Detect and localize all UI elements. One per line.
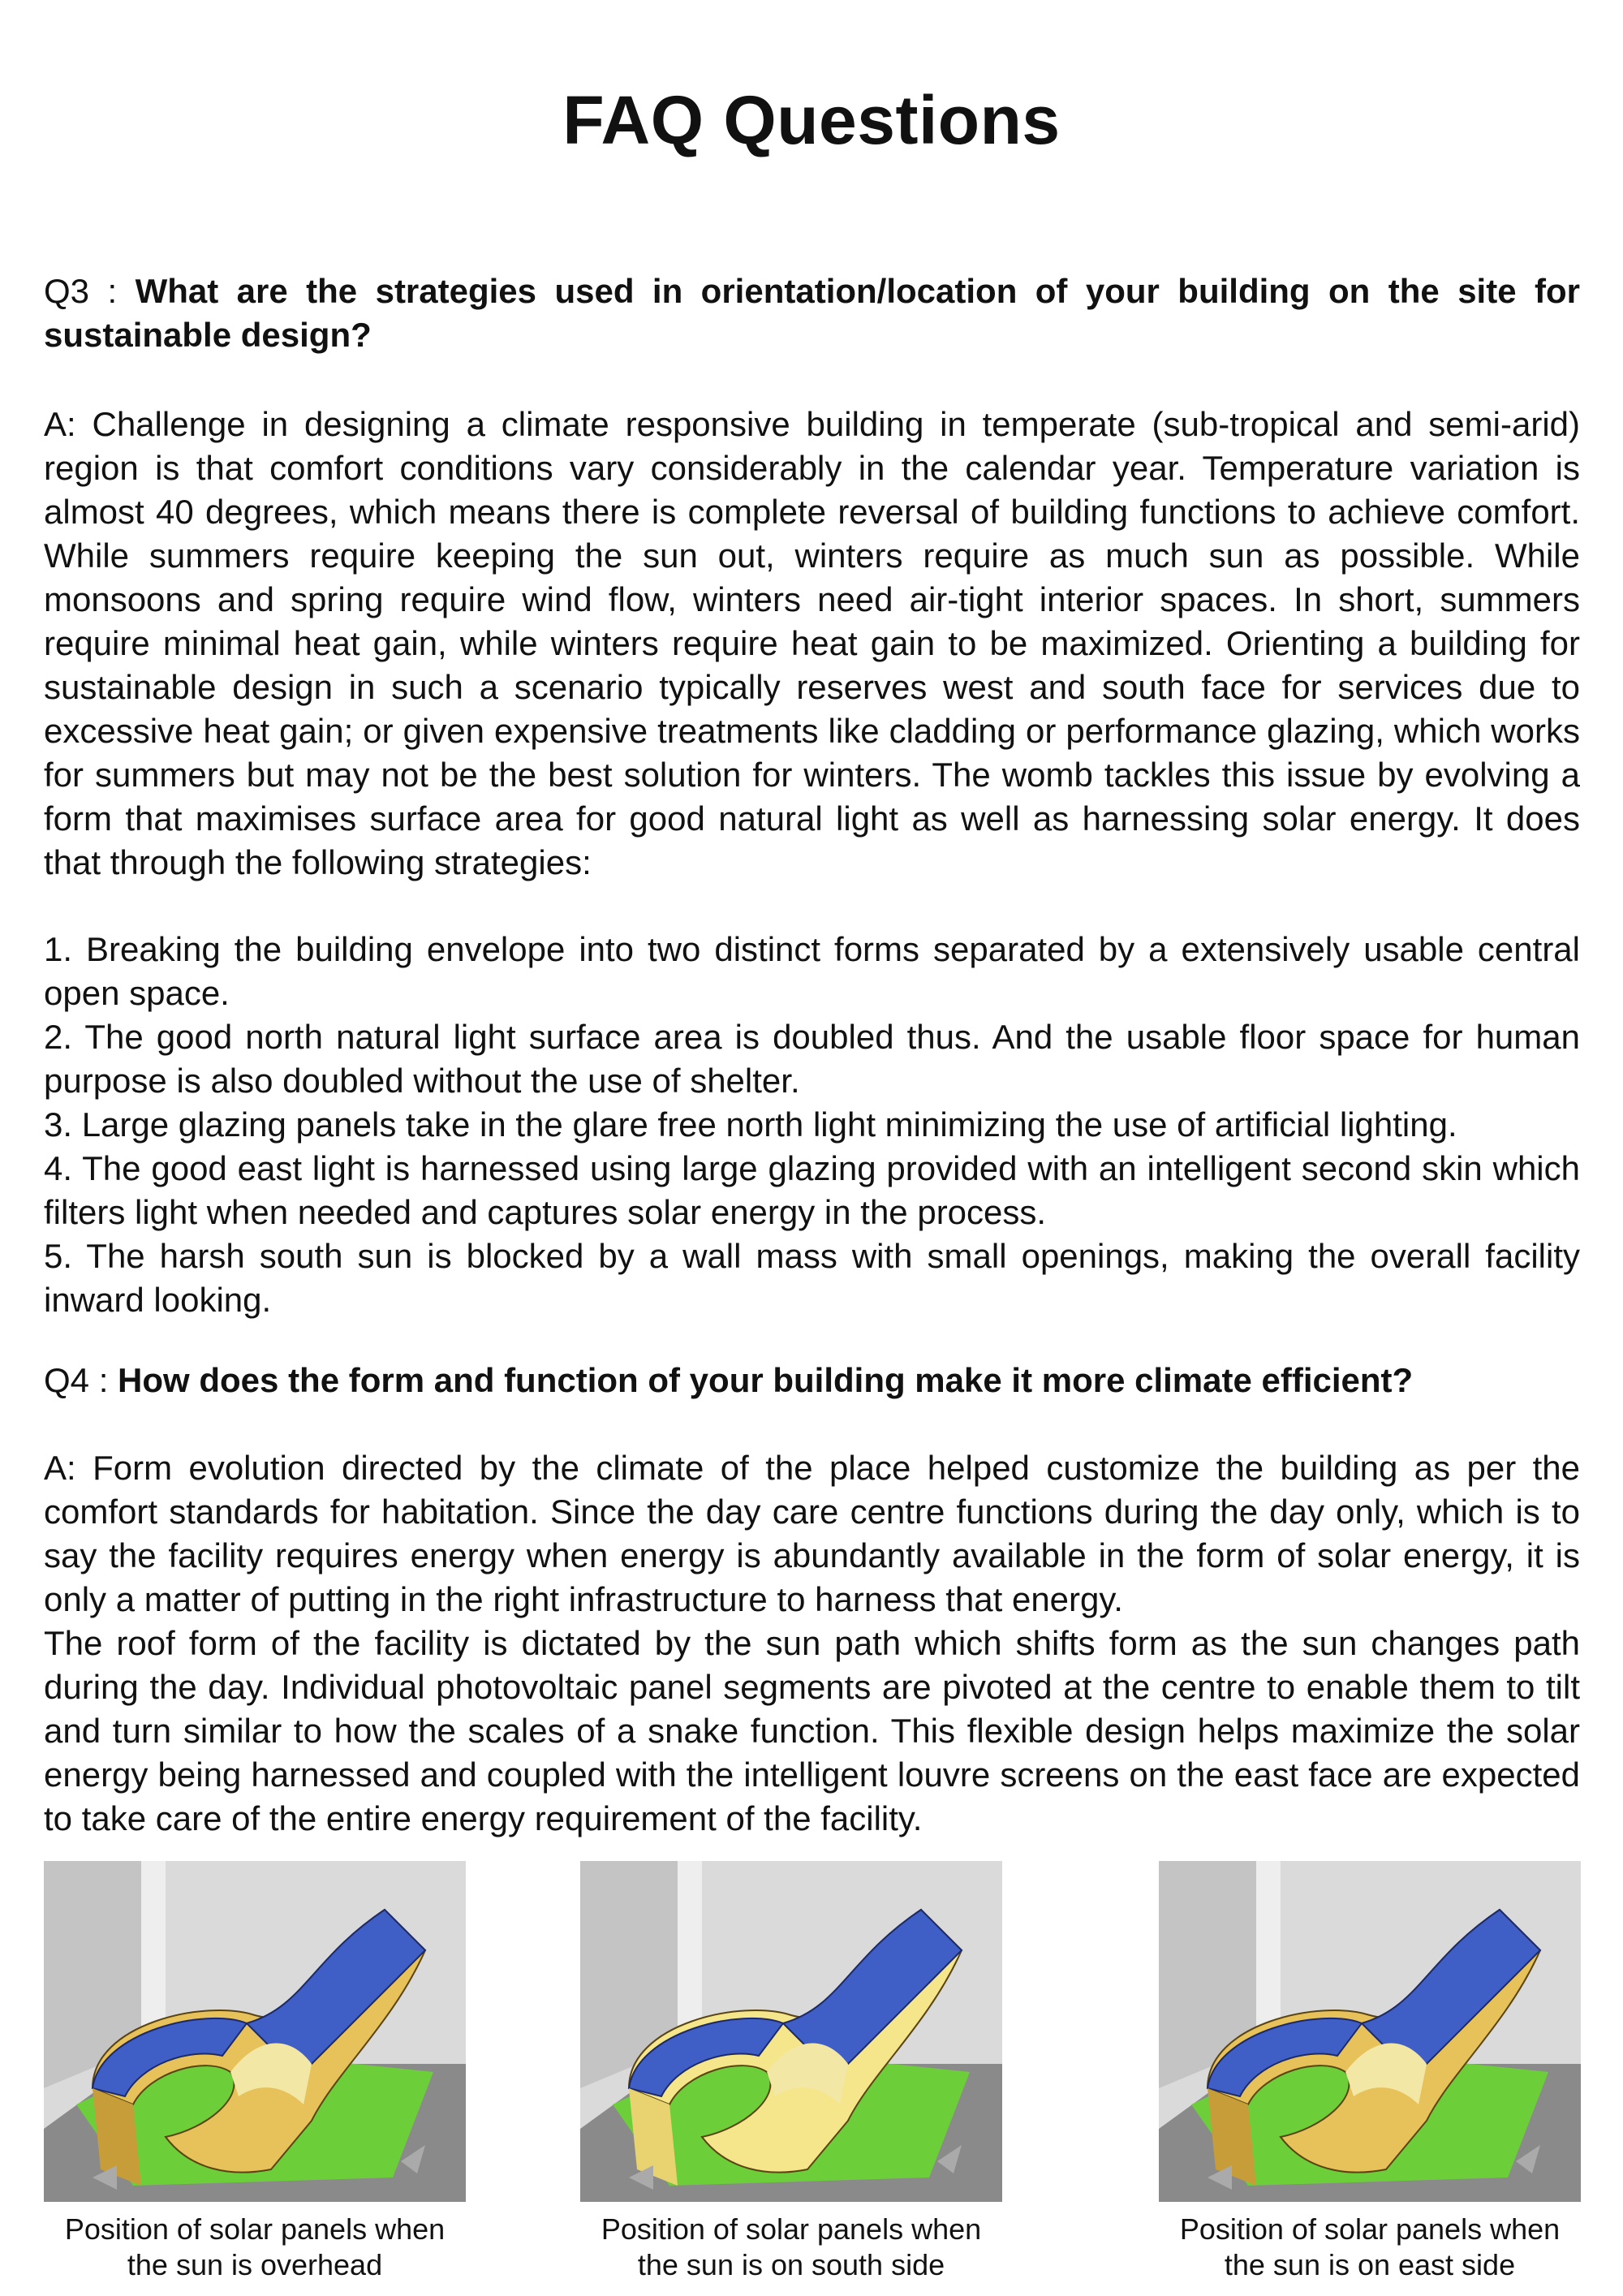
- q4-answer-paragraph: A: Form evolution directed by the climate of the place helped customize the building as per the comfort standards for habitation. Since the day care centre functions during the day only, which is to say the facility requires energy when energy is abundantly available in the form of solar energy, it is only a matter of putting in the right infrastructure to harness that energy.: [44, 1449, 1580, 1618]
- q4-label: Q4 :: [44, 1361, 118, 1399]
- building-illustration: [1159, 1861, 1581, 2202]
- list-item: 2. The good north natural light surface area is doubled thus. And the usable floor space for human purpose is also doubled without the use of shelter.: [44, 1018, 1580, 1100]
- list-item: 1. Breaking the building envelope into two distinct forms separated by a extensively usable central open space.: [44, 930, 1580, 1012]
- q4-question-text: How does the form and function of your building make it more climate efficient?: [118, 1361, 1414, 1399]
- figure-caption: [564, 2212, 1018, 2283]
- q4-question: [44, 1359, 1580, 1402]
- figure-sun-south: [580, 1861, 1002, 2283]
- caption-line: the sun is on south side: [637, 2248, 945, 2281]
- q3-question: [44, 269, 1580, 357]
- figure-caption: [1143, 2212, 1597, 2283]
- caption-line: the sun is overhead: [127, 2248, 383, 2281]
- building-illustration: [580, 1861, 1002, 2202]
- q4-answer-paragraph: The roof form of the facility is dictated by the sun path which shifts form as the sun changes path during the day. Individual photovoltaic panel segments are pivoted at the centre to enable them to tilt and turn similar to how the scales of a snake function. This flexible design helps maximize the solar energy being harnessed and coupled with the intelligent louvre screens on the east face are expected to take care of the entire energy requirement of the facility.: [44, 1624, 1580, 1837]
- q3-question-text: What are the strategies used in orientation/location of your building on the site for sustainable design?: [44, 272, 1580, 354]
- list-item: 3. Large glazing panels take in the glare free north light minimizing the use of artificial lighting.: [44, 1105, 1457, 1144]
- q3-strategy-list: [44, 928, 1580, 1322]
- caption-line: Position of solar panels when: [601, 2212, 982, 2246]
- q3-answer: A: Challenge in designing a climate responsive building in temperate (sub-tropical and semi-arid) region is that comfort conditions vary considerably in the calendar year. Temperature variation is almost 40 degrees, which means there is complete reversal of building functions to achieve comfort. While summers require keeping the sun out, winters require as much sun as possible. While monsoons and spring require wind flow, winters need air-tight interior spaces. In short, summers require minimal heat gain, while winters require heat gain to be maximized. Orienting a building for sustainable design in such a scenario typically reserves west and south face for services due to excessive heat gain; or given expensive treatments like cladding or performance glazing, which works for summers but may not be the best solution for winters. The womb tackles this issue by evolving a form that maximises surface area for good natural light as well as harnessing solar energy. It does that through the following strategies:: [44, 405, 1580, 881]
- q4-answer: [44, 1446, 1580, 1841]
- caption-line: Position of solar panels when: [1179, 2212, 1561, 2246]
- building-illustration: [44, 1861, 466, 2202]
- figure-sun-overhead: [44, 1861, 466, 2283]
- figure-sun-east: [1159, 1861, 1581, 2283]
- figure-caption: [28, 2212, 482, 2283]
- page-title: FAQ Questions: [562, 82, 1061, 158]
- list-item: 4. The good east light is harnessed using large glazing provided with an intelligent second skin which filters light when needed and captures solar energy in the process.: [44, 1149, 1580, 1231]
- caption-line: the sun is on east side: [1224, 2248, 1516, 2281]
- caption-line: Position of solar panels when: [64, 2212, 446, 2246]
- list-item: 5. The harsh south sun is blocked by a wall mass with small openings, making the overall facility inward looking.: [44, 1237, 1580, 1319]
- q3-label: Q3 :: [44, 272, 136, 310]
